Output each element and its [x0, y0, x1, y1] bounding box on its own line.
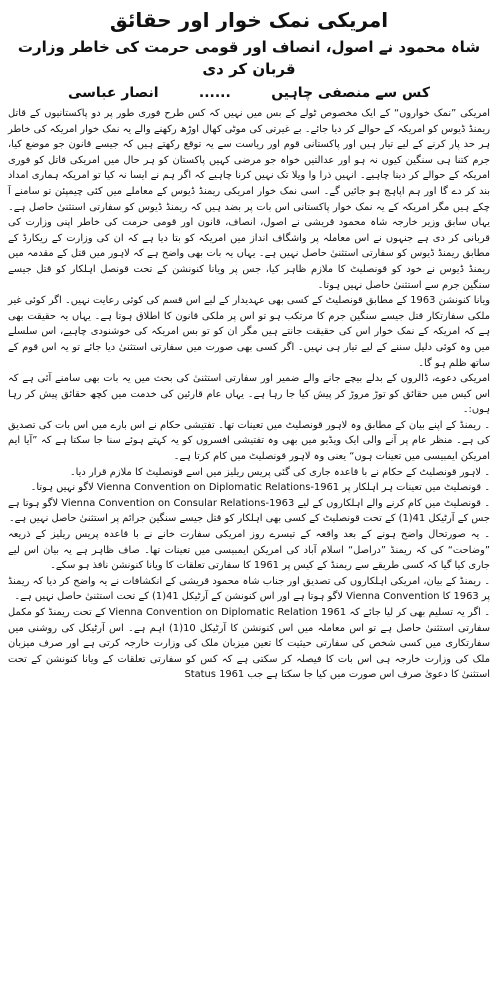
- paragraph: ۔ لاہور قونصلیٹ کے حکام نے با قاعدہ جاری کی گئی پریس ریلیز میں اسے قونصلیٹ کا ملازم قرار دیا۔: [69, 466, 490, 478]
- subheadline: شاہ محمود نے اصول، انصاف اور قومی حرمت کی خاطر وزارت قربان کر دی: [17, 38, 481, 78]
- paragraph: ۔ ریمنڈ کے بیان، امریکی اہلکاروں کی تصدیق اور جناب شاہ محمود قریشی کے انکشافات نے یہ واضح کر دیا کہ ریمنڈ پر 1963 کا Vienna Convention لاگو ہوتا ہے اور اس کنونشن کے آرٹیکل 41(1) کے تحت استثنیٰ حاصل نہیں ہے۔: [8, 575, 490, 603]
- paragraph: ویانا کنونشن 1963 کے مطابق قونصلیٹ کے کسی بھی عہدیدار کے لیے اس قسم کی کوئی رعایت نہیں۔ اگر کوئی غیر ملکی سفارتکار قتل جیسے سنگین جرم کا مرتکب ہو تو اس پر ملکی قانون کا اطلاق ہوتا ہے۔ یہاں یہ حقیقت بھی ہے کہ امریکہ کے نمک خوار اس کی حقیقت جانتے ہیں مگر ان کو تو بس امریکہ کی خوشنودی چاہیے، اس سلسلے میں وہ کوئی دلیل سننے کے لیے تیار ہی نہیں۔ اگر کسی بھی صورت میں سفارتی استثنیٰ دیا جائے تو یہ اس قوم کے ساتھ ظلم ہو گا۔: [8, 295, 491, 369]
- column-title: کس سے منصفی چاہیں: [271, 85, 430, 101]
- byline-separator: ......: [198, 85, 231, 101]
- byline: [8, 82, 490, 104]
- paragraph: ۔ اگر یہ تسلیم بھی کر لیا جائے کہ Vienna Convention on Diplomatic Relation 1961 کے تحت ریمنڈ کو مکمل سفارتی استثنیٰ حاصل ہے تو اس معاملہ میں اس کنونشن کا آرٹیکل 10(1) اہم ہے۔ اس آرٹیکل کی روشنی میں سفارتکاری میں کسی شخص کی سفارتی حیثیت کا تعین میزبان ملک کی وزارت خارجہ کرتی ہے اور صرف میزبان ملک کی وزارت خارجہ ہی اس بات کا فیصلہ کر سکتی ہے کہ کس کو سفارتی تعلقات کے ویانا کنونشن کے تحت استثنیٰ کا دعویٰ صرف اس صورت میں کیا جا سکتا ہے جب 1961 Status: [8, 607, 491, 681]
- paragraph: ۔ یہ صورتحال واضح ہونے کے بعد واقعہ کے تیسرے روز امریکی سفارت خانے نے با قاعدہ پریس ریلیز کے ذریعہ ”وضاحت“ کی کہ ریمنڈ ”دراصل“ اسلام آباد کی امریکن ایمبیسی میں تعینات تھا۔ صاف ظاہر ہے یہ بیان اس لیے جاری کیا گیا کہ کسی طریقے سے ریمنڈ کے کیس پر 1961 کا سفارتی تعلقات کا ویانا کنونشن نافذ ہو سکے۔: [8, 529, 490, 572]
- author-name: انصار عباسی: [68, 85, 159, 101]
- headline: امریکی نمک خوار اور حقائق: [109, 8, 389, 32]
- paragraph: امریکی ”نمک خواروں“ کے ایک مخصوص ٹولے کے بس میں نہیں کہ کس طرح فوری طور پر دو پاکستانیوں کے قاتل ریمنڈ ڈیوس کو امریکہ کے حوالے کر دیا جائے۔ بے غیرتی کی موٹی کھال اوڑھ رکھنے والے یہ نمک خوار امریکہ کی خاطر ہر حد پار کرنے کے لیے تیار ہیں اور پاکستانی قوم اور ریاست سے یہ توقع رکھتے ہیں کہ جیسے قانون جو موضع کیا، جرم کتنا ہی سنگین کیوں نہ ہو اور عدالتیں خواہ جو مرضی کہیں پاکستان کو ہر حال میں امریکی قاتل کو فوری امریکہ کے حوالے کر دینا چاہیے۔ انہیں ذرا وا ویلا تک نہیں کرنا چاہیے کہ اگر ہم نے ایسا نہ کیا تو امریکہ ہماری امداد بند کر دے گا اور ہم اپاہج ہو جائیں گے۔ اسی نمک خوار امریکی ریمنڈ ڈیوس کے معاملے میں کئی چیمپئن تو سامنے آ چکے ہیں مگر امریکہ کے یہ نمک خوار پاکستانی اس بات پر بضد ہیں کہ ریمنڈ ڈیوس کو سفارتی استثنیٰ حاصل ہے۔ یہاں سابق وزیر خارجہ شاہ محمود قریشی نے اصول، انصاف، قانون اور قومی حرمت کی خاطر اپنی وزارت کی قربانی کر دی ہے جنہوں نے اس معاملہ پر واشگاف انداز میں امریکہ کو بتا دیا ہے کہ ان کی وزارت کے ریکارڈ کے مطابق ریمنڈ ڈیوس کو سفارتی استثنیٰ حاصل نہیں ہے۔ یہاں یہ بات بھی واضح ہے کہ لاہور میں قتل کے مقدمہ میں ریمنڈ ڈیوس نے خود کو قونصلیٹ کا ملازم ظاہر کیا، جس پر ویانا کنونشن کے تحت قونصل اہلکار کو قتل جیسے سنگین جرم سے استثنیٰ حاصل نہیں ہوتا۔: [8, 108, 490, 291]
- paragraph: ۔ قونصلیٹ میں کام کرنے والے اہلکاروں کے لیے Vienna Convention on Consular Relations-1963 لاگو ہوتا ہے جس کے آرٹیکل 41(1) کے تحت قونصلیٹ کے کسی بھی اہلکار کو قتل جیسے سنگین جرائم پر استثنیٰ حاصل نہیں ہے۔: [8, 497, 491, 525]
- paragraph: ۔ ریمنڈ کے اپنے بیان کے مطابق وہ لاہور قونصلیٹ میں تعینات تھا۔ تفتیشی حکام نے اس بارے میں اس بات کی تصدیق کی ہے۔ منظر عام پر آنے والی ایک ویڈیو میں بھی وہ تفتیشی افسروں کو یہ کہتے ہوئے سنا جا سکتا ہے کہ ”آیا ایم امریکن ایمبیسی میں تعینات ہوں“ یعنی وہ لاہور قونصلیٹ میں کام کرتا ہے۔: [8, 419, 490, 463]
- paragraph: امریکی دعوے، ڈالروں کے بدلے بیچے جانے والے ضمیر اور سفارتی استثنیٰ کی بحث میں یہ بات بھی سامنے آئی ہے کہ اس کیس میں حقائق کو توڑ مروڑ کر پیش کیا جا رہا ہے۔ یہاں عام قارئین کی خدمت میں کچھ حقائق پیش کر رہا ہوں:۔: [8, 373, 490, 416]
- article-body: [8, 106, 490, 683]
- paragraph: ۔ قونصلیٹ میں تعینات ہر اہلکار پر Vienna Convention on Diplomatic Relations-1961 لاگو نہیں ہوتا۔: [30, 482, 490, 494]
